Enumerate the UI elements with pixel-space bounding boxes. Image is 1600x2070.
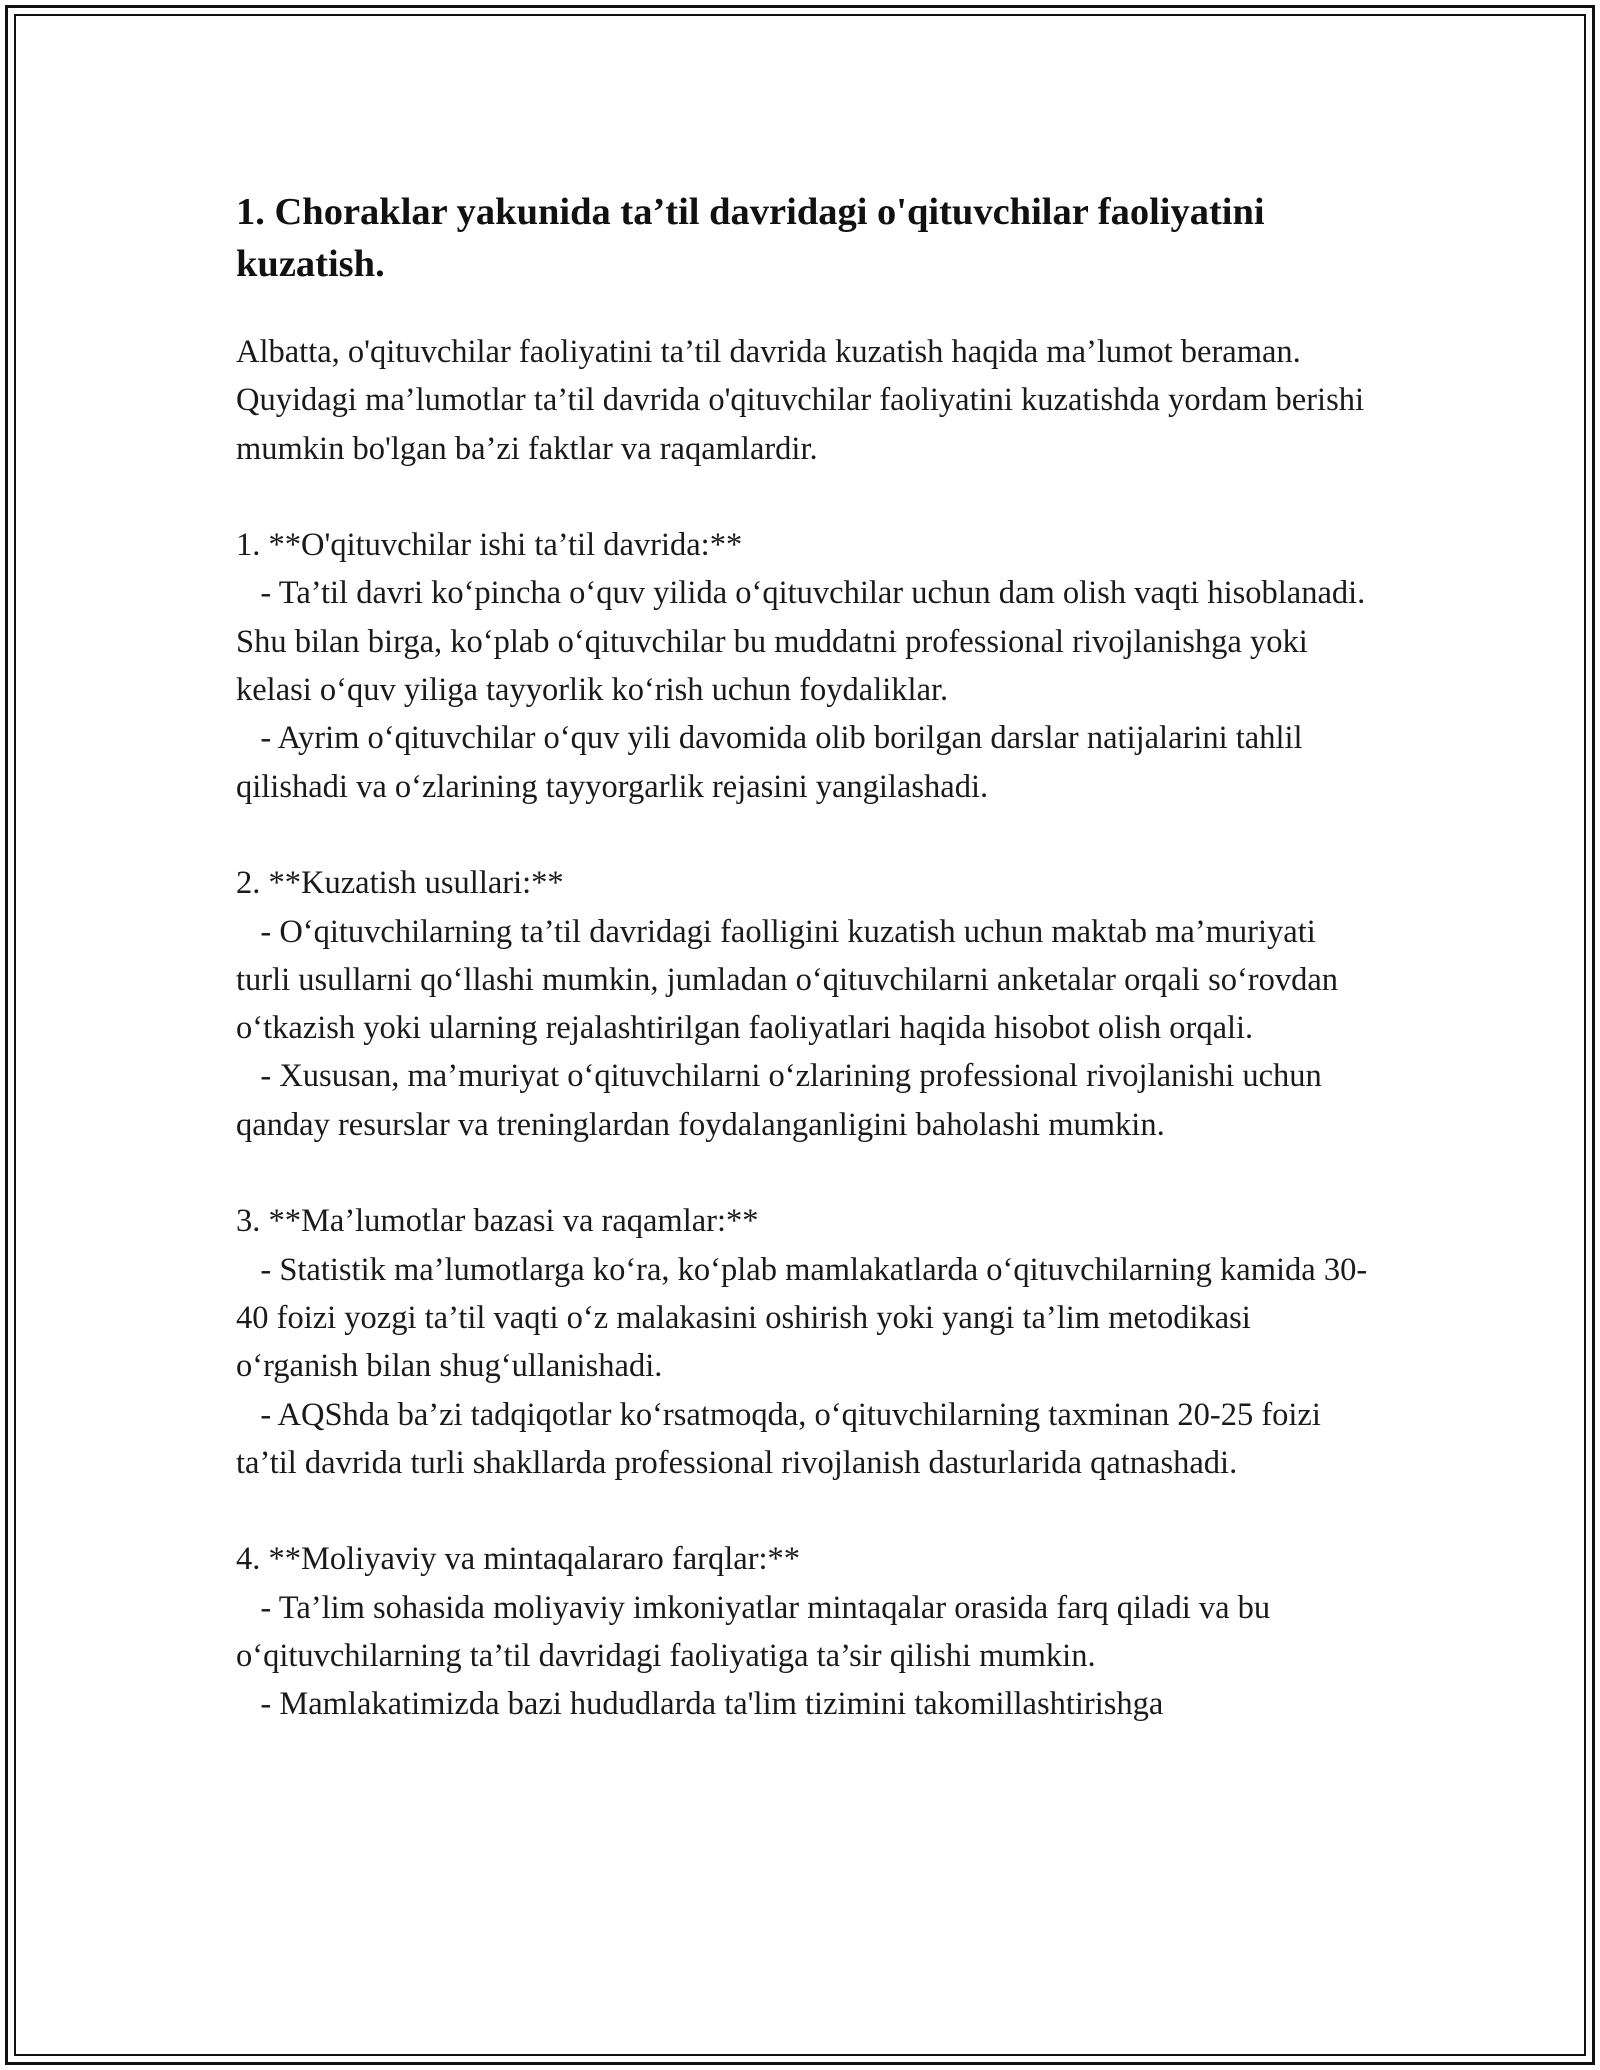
section-item: - Mamlakatimizda bazi hududlarda ta'lim tizimini takomillashtirishga [236, 1686, 1164, 1723]
spacer [236, 1149, 1376, 1197]
section-4 [236, 1535, 1376, 1728]
document-title: 1. Choraklar yakunida ta’til davridagi o'qituvchilar faoliyatini kuzatish. [236, 191, 1265, 285]
section-item: - O‘qituvchilarning ta’til davridagi faolligini kuzatish uchun maktab ma’muriyati turli usullarni qo‘llashi mumkin, jumladan o‘qituvchilarni anketalar orqali so‘rovdan o‘tkazish yoki ularning rejalashtirilgan faoliyatlari haqida hisobot olish orqali. [236, 913, 1347, 1047]
section-1 [236, 521, 1376, 811]
section-item: - Ta’til davri ko‘pincha o‘quv yilida o‘qituvchilar uchun dam olish vaqti hisoblanadi. Shu bilan birga, ko‘plab o‘qituvchilar bu muddatni professional rivojlanishga yoki kelasi o‘quv yiliga tayyorlik ko‘rish uchun foydaliklar. [236, 575, 1374, 709]
intro-paragraph: Albatta, o'qituvchilar faoliyatini ta’til davrida kuzatish haqida ma’lumot beraman. Quyidagi ma’lumotlar ta’til davrida o'qituvchilar faoliyatini kuzatishda yordam berishi mumkin bo'lgan ba’zi faktlar va raqamlardir. [236, 334, 1373, 467]
spacer [236, 811, 1376, 859]
section-3 [236, 1197, 1376, 1487]
section-2 [236, 859, 1376, 1149]
section-heading: 4. **Moliyaviy va mintaqalararo farqlar:** [236, 1541, 801, 1578]
section-item: - Ta’lim sohasida moliyaviy imkoniyatlar mintaqalar orasida farq qiladi va bu o‘qituvchilarning ta’til davridagi faoliyatiga ta’sir qilishi mumkin. [236, 1589, 1279, 1675]
section-heading: 2. **Kuzatish usullari:** [236, 865, 564, 902]
document-body [236, 186, 1376, 1729]
spacer [236, 473, 1376, 521]
section-item: - AQShda ba’zi tadqiqotlar ko‘rsatmoqda, o‘qituvchilarning taxminan 20-25 foizi ta’til davrida turli shakllarda professional rivojlanish dasturlarida qatnashadi. [236, 1396, 1330, 1481]
section-item: - Ayrim o‘qituvchilar o‘quv yili davomida olib borilgan darslar natijalarini tahlil qilishadi va o‘zlarining tayyorgarlik rejasini yangilashadi. [236, 720, 1311, 805]
section-item: - Xususan, ma’muriyat o‘qituvchilarni o‘zlarining professional rivojlanishi uchun qanday resurslar va treninglardan foydalanganligini baholashi mumkin. [236, 1058, 1330, 1143]
section-heading: 3. **Ma’lumotlar bazasi va raqamlar:** [236, 1203, 759, 1240]
spacer [236, 1487, 1376, 1535]
section-heading: 1. **O'qituvchilar ishi ta’til davrida:** [236, 527, 743, 564]
section-item: - Statistik ma’lumotlarga ko‘ra, ko‘plab mamlakatlarda o‘qituvchilarning kamida 30-40 foizi yozgi ta’til vaqti o‘z malakasini oshirish yoki yangi ta’lim metodikasi o‘rganish bilan shug‘ullanishadi. [236, 1251, 1368, 1385]
